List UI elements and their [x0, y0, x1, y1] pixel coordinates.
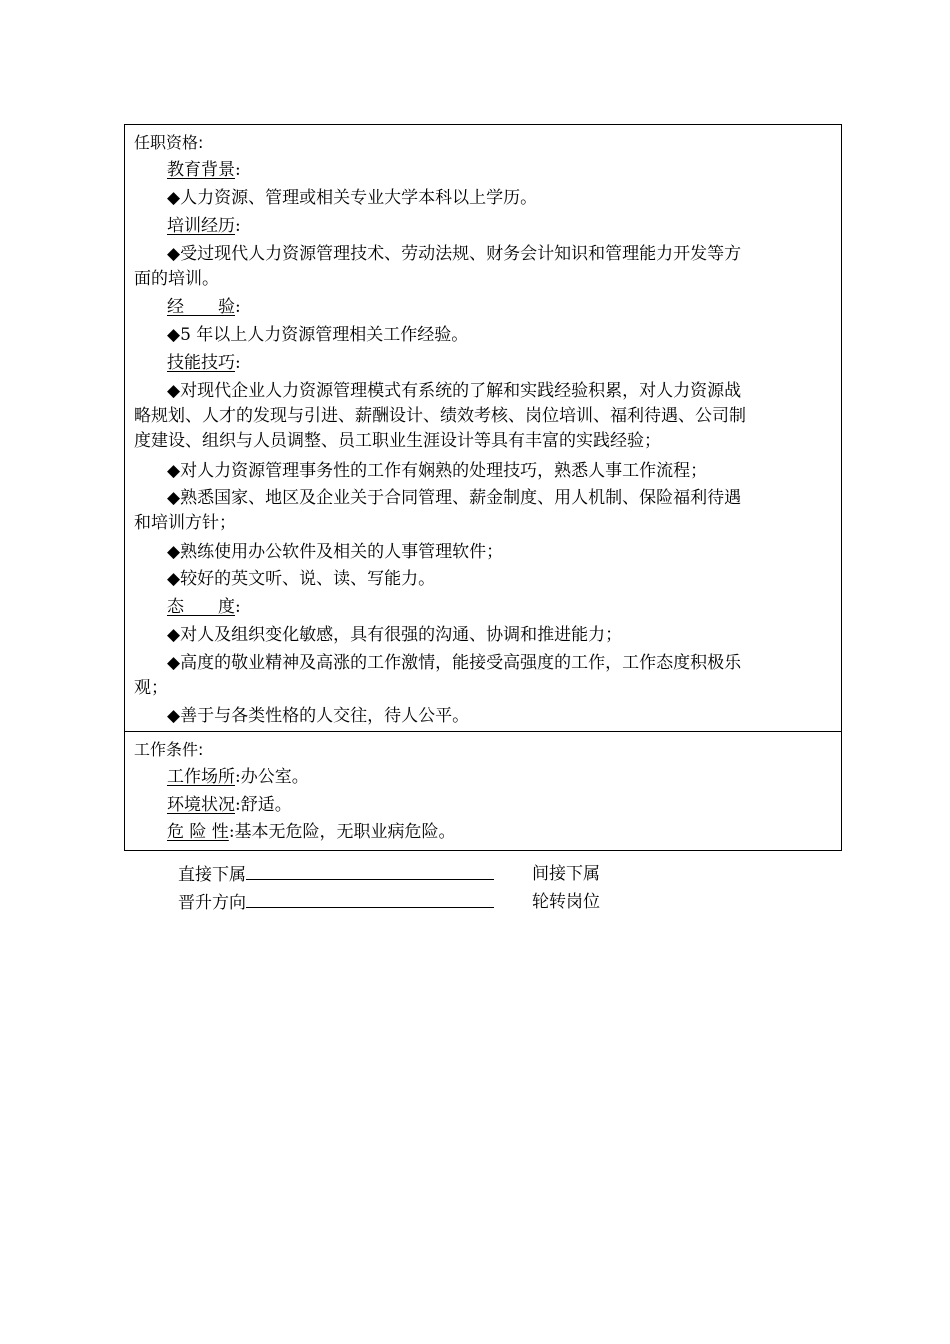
- training-line: 面的培训。: [134, 269, 219, 289]
- environment-value: :舒适。: [235, 795, 292, 815]
- promotion-label: 晋升方向: [178, 893, 246, 913]
- qualifications-section: [124, 124, 842, 732]
- skills-line: 略规划、人才的发现与引进、薪酬设计、绩效考核、岗位培训、福利待遇、公司制: [134, 406, 746, 426]
- skills-line: 和培训方针；: [134, 513, 236, 533]
- attitude-line: ◆高度的敬业精神及高涨的工作激情，能接受高强度的工作，工作态度积极乐: [167, 653, 742, 673]
- conditions-section: [124, 731, 842, 851]
- skills-line: ◆熟练使用办公软件及相关的人事管理软件；: [167, 542, 504, 562]
- skills-label: 技能技巧: [167, 353, 235, 373]
- training-subheading: 培训经历:: [167, 216, 241, 236]
- work-place-value: :办公室。: [235, 767, 309, 787]
- attitude-subheading: 态 度:: [167, 597, 241, 617]
- experience-label: 经 验: [167, 297, 235, 317]
- hazard-value: :基本无危险，无职业病危险。: [228, 822, 456, 842]
- hazard-row: [167, 821, 456, 843]
- direct-reports-row: [178, 863, 494, 886]
- education-subheading: 教育背景:: [167, 160, 241, 180]
- environment-label: 环境状况: [167, 795, 235, 815]
- skills-line: ◆对现代企业人力资源管理模式有系统的了解和实践经验积累，对人力资源战: [167, 381, 742, 401]
- education-item: ◆人力资源、管理或相关专业大学本科以上学历。: [167, 188, 538, 208]
- skills-line: ◆较好的英文听、说、读、写能力。: [167, 569, 436, 589]
- conditions-heading: 工作条件:: [134, 740, 204, 759]
- promotion-blank: [246, 891, 494, 908]
- attitude-line: ◆对人及组织变化敏感，具有很强的沟通、协调和推进能力；: [167, 625, 623, 645]
- skills-line: 度建设、组织与人员调整、员工职业生涯设计等具有丰富的实践经验；: [134, 431, 661, 451]
- experience-item: ◆5 年以上人力资源管理相关工作经验。: [167, 325, 469, 345]
- work-place-row: [167, 766, 309, 788]
- education-label: 教育背景: [167, 160, 235, 180]
- skills-line: ◆对人力资源管理事务性的工作有娴熟的处理技巧，熟悉人事工作流程；: [167, 461, 708, 481]
- attitude-line: ◆善于与各类性格的人交往，待人公平。: [167, 706, 470, 726]
- attitude-line: 观；: [134, 678, 168, 698]
- training-label: 培训经历: [167, 216, 235, 236]
- skills-subheading: 技能技巧:: [167, 353, 241, 373]
- direct-reports-label: 直接下属: [178, 865, 246, 885]
- hazard-label: 危 险 性: [167, 822, 229, 842]
- environment-row: [167, 794, 292, 816]
- direct-reports-blank: [246, 863, 494, 880]
- rotation-label: 轮转岗位: [532, 892, 600, 912]
- promotion-row: [178, 891, 494, 914]
- experience-subheading: 经 验:: [167, 297, 241, 317]
- skills-line: ◆熟悉国家、地区及企业关于合同管理、薪金制度、用人机制、保险福利待遇: [167, 488, 742, 508]
- work-place-label: 工作场所: [167, 767, 235, 787]
- attitude-label: 态 度: [167, 597, 235, 617]
- qualifications-heading: 任职资格:: [134, 133, 204, 152]
- indirect-reports-label: 间接下属: [532, 864, 600, 884]
- training-line: ◆受过现代人力资源管理技术、劳动法规、财务会计知识和管理能力开发等方: [167, 244, 742, 264]
